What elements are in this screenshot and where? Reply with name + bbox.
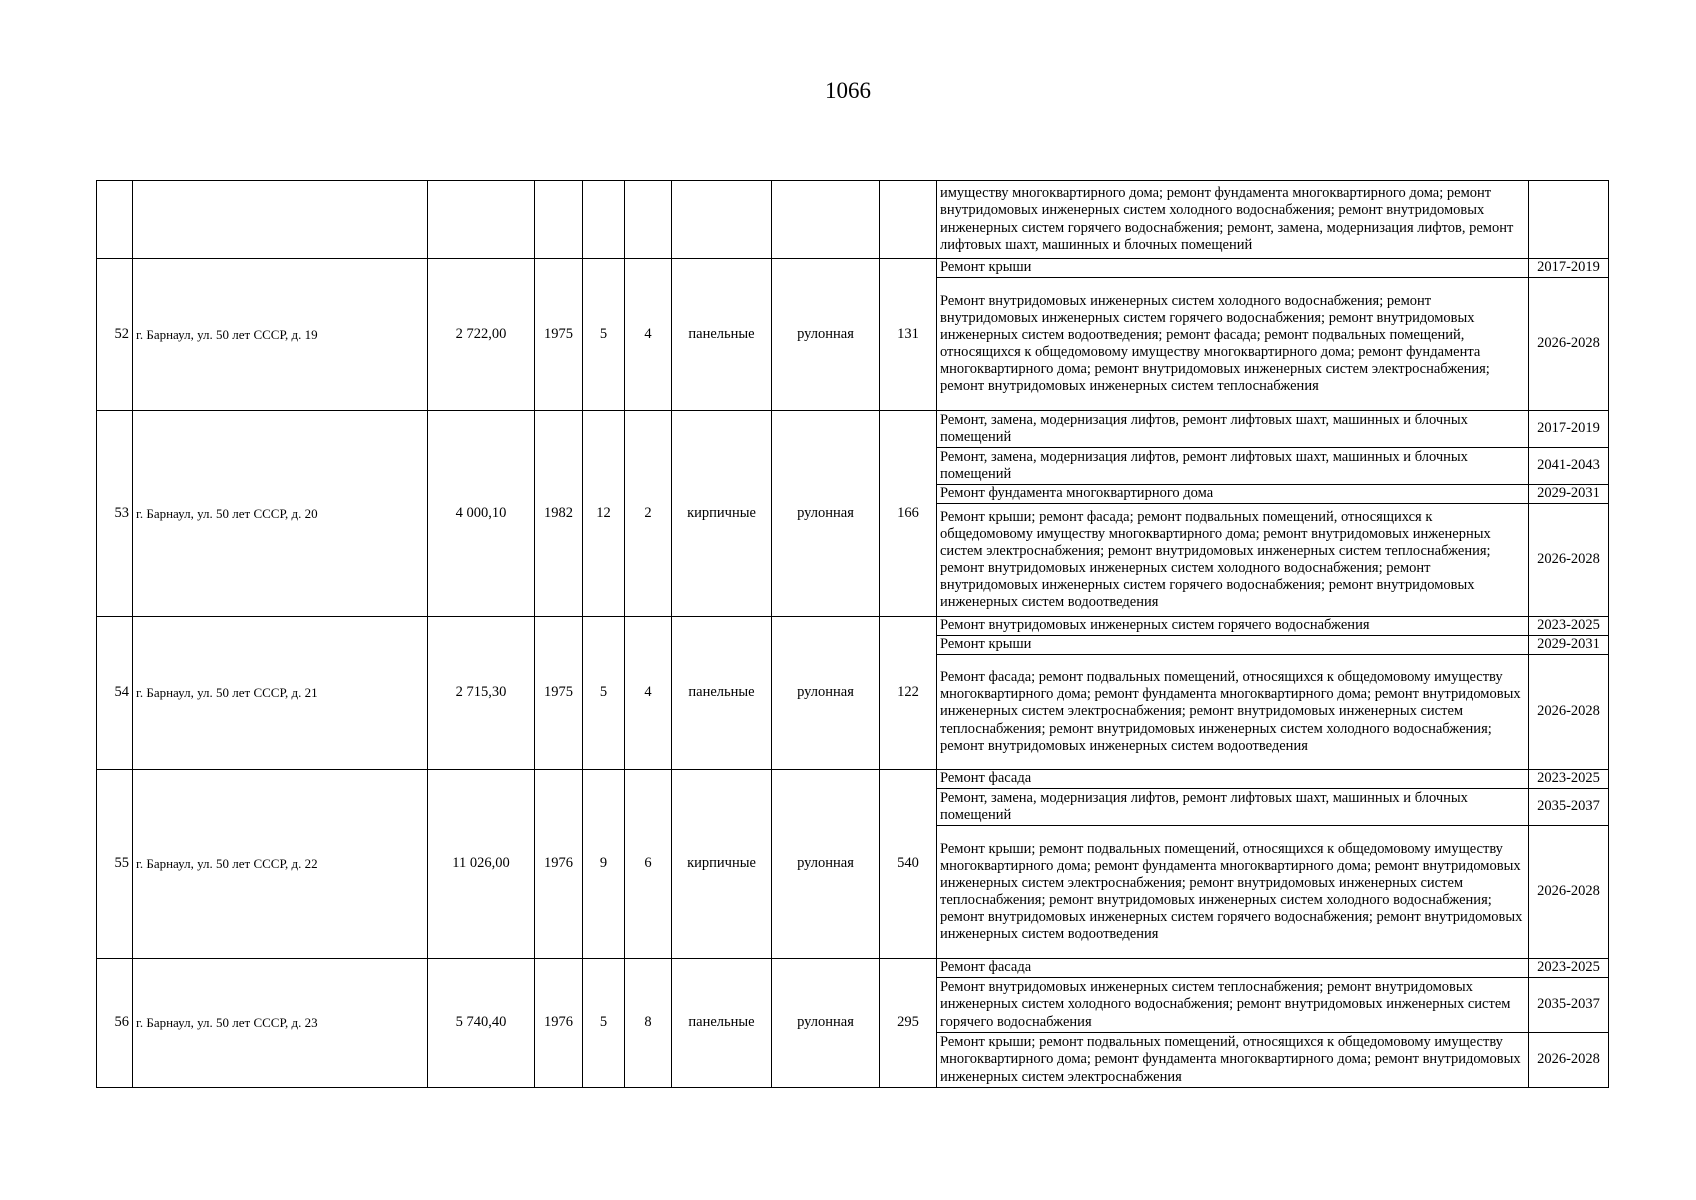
cell-roof [772, 181, 880, 259]
cell-area [428, 181, 535, 259]
table-row [97, 770, 1609, 789]
cell-area: 11 026,00 [428, 770, 535, 959]
cell-area: 4 000,10 [428, 411, 535, 617]
cell-period: 2026-2028 [1529, 1033, 1609, 1088]
cell-residents: 131 [880, 259, 937, 411]
cell-year [535, 181, 583, 259]
cell-residents: 166 [880, 411, 937, 617]
cell-walls: панельные [672, 617, 772, 770]
cell-residents: 295 [880, 959, 937, 1088]
cell-work: Ремонт крыши; ремонт подвальных помещений, относящихся к общедомовому имуществу многоквартирного дома; ремонт фундамента многоквартирного дома; ремонт внутридомовых инженерных систем электроснабжения; ремонт внутридомовых инженерных систем теплоснабжения; ремонт внутридомовых инженерных систем холодного водоснабжения; ремонт внутридомовых инженерных систем горячего водоснабжения; ремонт внутридомовых инженерных систем водоотведения [937, 826, 1529, 959]
cell-work: Ремонт внутридомовых инженерных систем теплоснабжения; ремонт внутридомовых инженерных систем холодного водоснабжения; ремонт внутридомовых инженерных систем горячего водоснабжения [937, 978, 1529, 1033]
cell-work: Ремонт фундамента многоквартирного дома [937, 485, 1529, 504]
page-number: 1066 [825, 78, 871, 103]
cell-period: 2026-2028 [1529, 655, 1609, 770]
cell-period: 2017-2019 [1529, 411, 1609, 448]
cell-roof: рулонная [772, 770, 880, 959]
cell-residents [880, 181, 937, 259]
cell-walls [672, 181, 772, 259]
table-row [97, 617, 1609, 636]
table-row [97, 259, 1609, 278]
cell-floors: 5 [583, 259, 625, 411]
cell-walls: кирпичные [672, 770, 772, 959]
cell-entrances: 2 [625, 411, 672, 617]
cell-roof: рулонная [772, 617, 880, 770]
cell-walls: панельные [672, 259, 772, 411]
cell-period: 2023-2025 [1529, 959, 1609, 978]
cell-floors: 5 [583, 617, 625, 770]
cell-walls: панельные [672, 959, 772, 1088]
cell-period: 2029-2031 [1529, 485, 1609, 504]
cell-residents: 122 [880, 617, 937, 770]
cell-work: Ремонт крыши; ремонт фасада; ремонт подвальных помещений, относящихся к общедомовому имуществу многоквартирного дома; ремонт внутридомовых инженерных систем электроснабжения; ремонт внутридомовых инженерных систем теплоснабжения; ремонт внутридомовых инженерных систем холодного водоснабжения; ремонт внутридомовых инженерных систем горячего водоснабжения; ремонт внутридомовых инженерных систем водоотведения [937, 504, 1529, 617]
cell-work: Ремонт крыши; ремонт подвальных помещений, относящихся к общедомовому имуществу многоквартирного дома; ремонт фундамента многоквартирного дома; ремонт внутридомовых инженерных систем электроснабжения [937, 1033, 1529, 1088]
cell-address: г. Барнаул, ул. 50 лет СССР, д. 23 [133, 959, 428, 1088]
cell-num: 56 [97, 959, 133, 1088]
cell-num: 55 [97, 770, 133, 959]
cell-work: Ремонт крыши [937, 636, 1529, 655]
cell-entrances: 8 [625, 959, 672, 1088]
cell-roof: рулонная [772, 411, 880, 617]
cell-area: 2 722,00 [428, 259, 535, 411]
table-row [97, 959, 1609, 978]
cell-num: 52 [97, 259, 133, 411]
cell-entrances: 4 [625, 617, 672, 770]
cell-period: 2029-2031 [1529, 636, 1609, 655]
cell-year: 1976 [535, 959, 583, 1088]
cell-entrances: 6 [625, 770, 672, 959]
cell-period: 2023-2025 [1529, 617, 1609, 636]
cell-year: 1976 [535, 770, 583, 959]
cell-period: 2026-2028 [1529, 504, 1609, 617]
cell-period: 2035-2037 [1529, 789, 1609, 826]
cell-address: г. Барнаул, ул. 50 лет СССР, д. 22 [133, 770, 428, 959]
cell-work: Ремонт, замена, модернизация лифтов, ремонт лифтовых шахт, машинных и блочных помещений [937, 411, 1529, 448]
cell-period: 2026-2028 [1529, 826, 1609, 959]
cell-year: 1982 [535, 411, 583, 617]
cell-address [133, 181, 428, 259]
cell-work: Ремонт внутридомовых инженерных систем горячего водоснабжения [937, 617, 1529, 636]
cell-work: Ремонт фасада; ремонт подвальных помещений, относящихся к общедомовому имуществу многоквартирного дома; ремонт фундамента многоквартирного дома; ремонт внутридомовых инженерных систем электроснабжения; ремонт внутридомовых инженерных систем теплоснабжения; ремонт внутридомовых инженерных систем холодного водоснабжения; ремонт внутридомовых инженерных систем водоотведения [937, 655, 1529, 770]
cell-period: 2026-2028 [1529, 278, 1609, 411]
table-row [97, 411, 1609, 448]
cell-floors: 5 [583, 959, 625, 1088]
cell-floors [583, 181, 625, 259]
cell-year: 1975 [535, 259, 583, 411]
cell-num: 54 [97, 617, 133, 770]
cell-walls: кирпичные [672, 411, 772, 617]
cell-work: имуществу многоквартирного дома; ремонт фундамента многоквартирного дома; ремонт внутридомовых инженерных систем холодного водоснабжения; ремонт внутридомовых инженерных систем горячего водоснабжения; ремонт, замена, модернизация лифтов, ремонт лифтовых шахт, машинных и блочных помещений [937, 181, 1529, 259]
cell-work: Ремонт, замена, модернизация лифтов, ремонт лифтовых шахт, машинных и блочных помещений [937, 448, 1529, 485]
cell-work: Ремонт, замена, модернизация лифтов, ремонт лифтовых шахт, машинных и блочных помещений [937, 789, 1529, 826]
cell-work: Ремонт фасада [937, 959, 1529, 978]
cell-roof: рулонная [772, 259, 880, 411]
cell-work: Ремонт фасада [937, 770, 1529, 789]
repair-program-table [96, 180, 1609, 1088]
cell-period: 2041-2043 [1529, 448, 1609, 485]
cell-period: 2035-2037 [1529, 978, 1609, 1033]
cell-floors: 9 [583, 770, 625, 959]
cell-area: 2 715,30 [428, 617, 535, 770]
cell-work: Ремонт крыши [937, 259, 1529, 278]
cell-floors: 12 [583, 411, 625, 617]
cell-address: г. Барнаул, ул. 50 лет СССР, д. 20 [133, 411, 428, 617]
cell-roof: рулонная [772, 959, 880, 1088]
cell-entrances: 4 [625, 259, 672, 411]
cell-num: 53 [97, 411, 133, 617]
cell-residents: 540 [880, 770, 937, 959]
cell-entrances [625, 181, 672, 259]
cell-num [97, 181, 133, 259]
cell-period [1529, 181, 1609, 259]
cell-address: г. Барнаул, ул. 50 лет СССР, д. 19 [133, 259, 428, 411]
cell-period: 2023-2025 [1529, 770, 1609, 789]
cell-period: 2017-2019 [1529, 259, 1609, 278]
cell-work: Ремонт внутридомовых инженерных систем холодного водоснабжения; ремонт внутридомовых инженерных систем горячего водоснабжения; ремонт внутридомовых инженерных систем водоотведения; ремонт фасада; ремонт подвальных помещений, относящихся к общедомовому имуществу многоквартирного дома; ремонт фундамента многоквартирного дома; ремонт внутридомовых инженерных систем электроснабжения; ремонт внутридомовых инженерных систем теплоснабжения [937, 278, 1529, 411]
cell-address: г. Барнаул, ул. 50 лет СССР, д. 21 [133, 617, 428, 770]
cell-area: 5 740,40 [428, 959, 535, 1088]
cell-year: 1975 [535, 617, 583, 770]
table-row [97, 181, 1609, 259]
